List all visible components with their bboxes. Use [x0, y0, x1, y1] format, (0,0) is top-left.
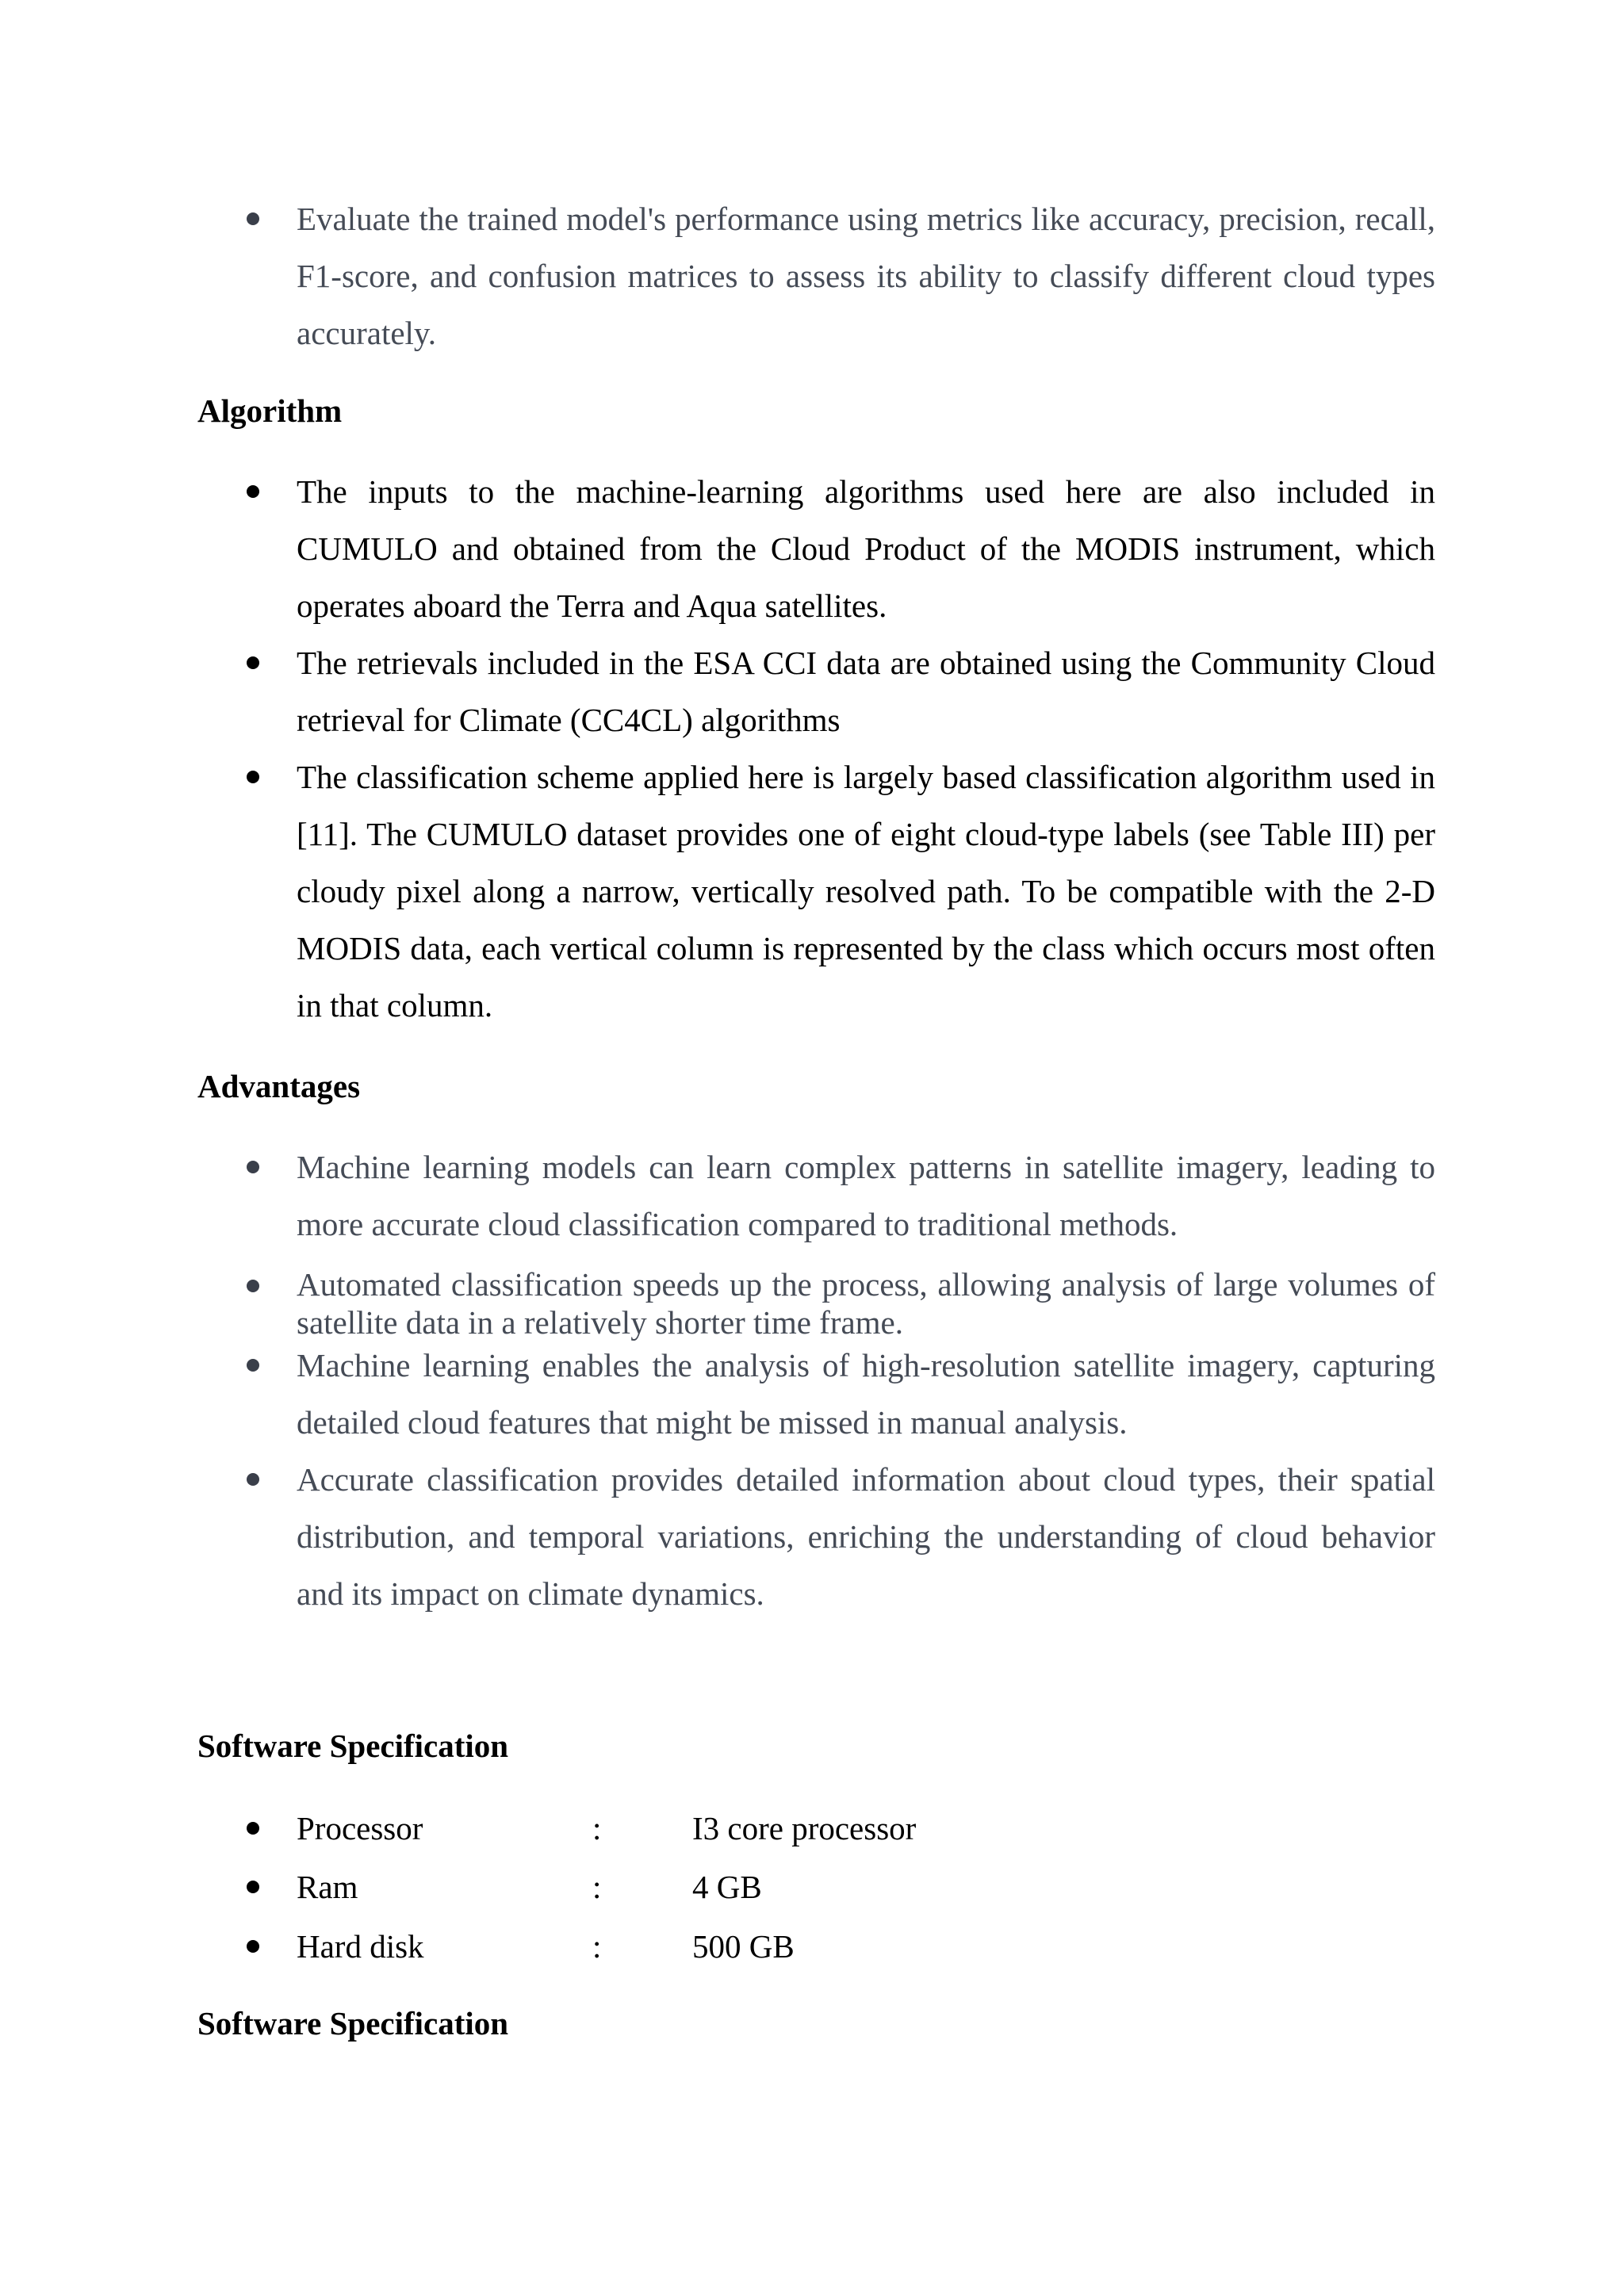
spec-value: I3 core processor [692, 1810, 917, 1846]
list-item-text: Machine learning enables the analysis of high-resolution satellite imagery, capturing detailed cloud features that might be missed in manual analysis. [297, 1347, 1435, 1441]
bullet-icon [247, 485, 259, 498]
list-item-text: The inputs to the machine-learning algorithms used here are also included in CUMULO and obtained from the Cloud Product of the MODIS instrument, which operates aboard the Terra and Aqua satellites. [297, 473, 1435, 624]
bullet-icon [247, 1822, 259, 1835]
list-item [197, 463, 1434, 634]
spec-row-hard-disk [197, 1918, 1434, 1975]
spec-label: Processor [297, 1810, 423, 1846]
bullet-icon [247, 1280, 259, 1292]
spec-row-ram [197, 1858, 1434, 1915]
list-item [197, 748, 1434, 1034]
list-item-text: The classification scheme applied here is largely based classification algorithm used in [11]. The CUMULO dataset provides one of eight cloud-type labels (see Table III) per cloudy pixel along a narrow, vertically resolved path. To be compatible with the 2-D MODIS data, each vertical column is represented by the class which occurs most often in that column. [297, 759, 1435, 1024]
section-heading-advantages: Advantages [197, 1068, 361, 1104]
list-item-text: The retrievals included in the ESA CCI data are obtained using the Community Cloud retrieval for Climate (CC4CL) algorithms [297, 645, 1435, 738]
list-item [197, 190, 1434, 362]
list-item-text: Machine learning models can learn complex patterns in satellite imagery, leading to more accurate cloud classification compared to traditional methods. [297, 1149, 1435, 1242]
spec-separator: : [592, 1869, 602, 1905]
list-item [197, 1265, 1434, 1341]
section-heading-algorithm: Algorithm [197, 392, 343, 429]
list-item-text: Accurate classification provides detailed information about cloud types, their spatial distribution, and temporal variations, enriching the understanding of cloud behavior and its impact on climate dynamics. [297, 1461, 1435, 1612]
section-heading-specification: Software Specification [197, 1728, 509, 1764]
list-item-text: Automated classification speeds up the process, allowing analysis of large volumes of satellite data in a relatively shorter time frame. [297, 1266, 1435, 1341]
list-item [197, 1138, 1434, 1253]
list-item [197, 634, 1434, 748]
list-item-text: Evaluate the trained model's performance using metrics like accuracy, precision, recall, F1-score, and confusion matrices to assess its ability to classify different cloud types accurately. [297, 201, 1435, 351]
bullet-icon [247, 1161, 259, 1173]
spec-value: 4 GB [692, 1869, 762, 1905]
spec-separator: : [592, 1810, 602, 1846]
bullet-icon [247, 1473, 259, 1486]
bullet-icon [247, 1359, 259, 1372]
list-item [197, 1337, 1434, 1451]
bullet-icon [247, 771, 259, 783]
spec-row-processor [197, 1800, 1434, 1857]
list-item [197, 1451, 1434, 1622]
spec-separator: : [592, 1928, 602, 1965]
spec-label: Hard disk [297, 1928, 424, 1965]
section-heading-software-specification: Software Specification [197, 2005, 509, 2042]
spec-value: 500 GB [692, 1928, 795, 1965]
bullet-icon [247, 1940, 259, 1953]
bullet-icon [247, 212, 259, 225]
bullet-icon [247, 1881, 259, 1893]
bullet-icon [247, 656, 259, 669]
spec-label: Ram [297, 1869, 358, 1905]
